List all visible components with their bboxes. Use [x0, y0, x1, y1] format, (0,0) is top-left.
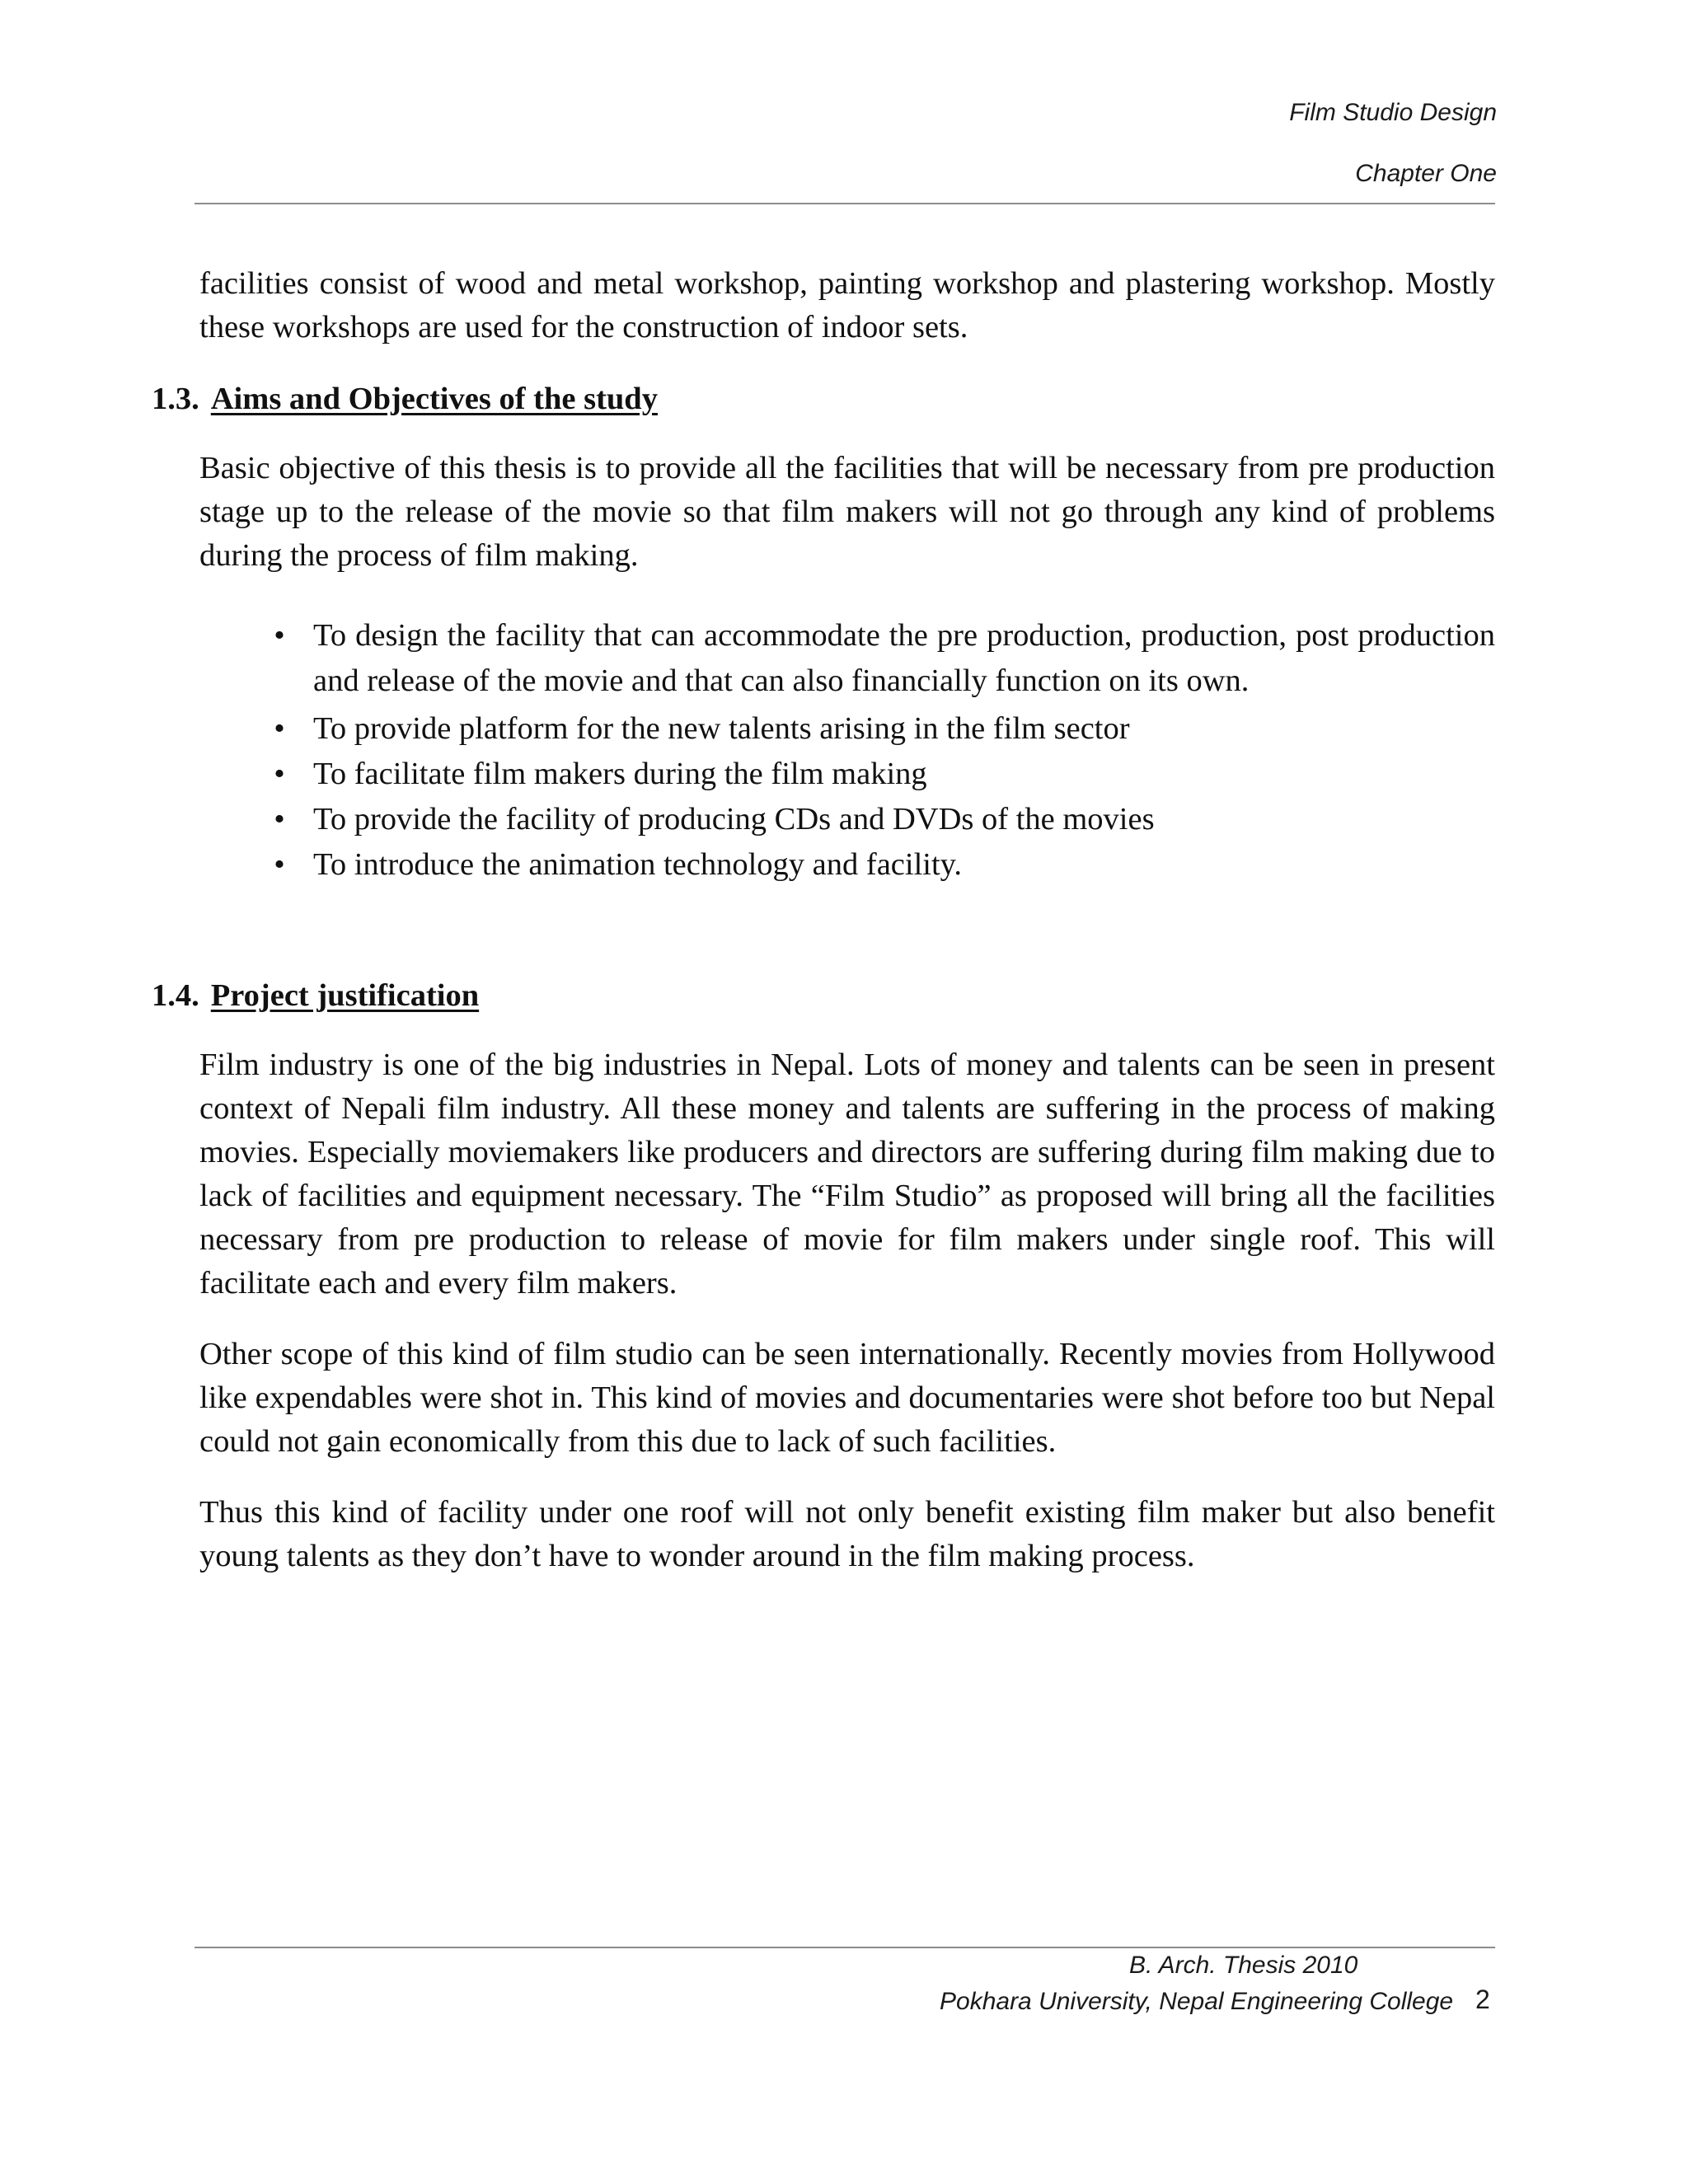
list-item [274, 752, 1495, 797]
bullet-icon: • [274, 757, 285, 791]
list-item-text: To introduce the animation technology and facility. [313, 847, 963, 882]
section-title: Aims and Objectives of the study [210, 382, 658, 416]
list-item-text: To design the facility that can accommodate the pre production, production, post production and release of the movie and that can also financially function on its own. [313, 618, 1495, 698]
footer-university-line: Pokhara University, Nepal Engineering College [940, 1988, 1454, 2015]
list-item [274, 842, 1495, 888]
footer-thesis-line: B. Arch. Thesis 2010 [1129, 1952, 1358, 1979]
section-number: 1.4. [152, 978, 199, 1013]
section-heading-aims [152, 377, 658, 421]
list-item-text: To provide platform for the new talents arising in the film sector [313, 711, 1130, 746]
list-item-text: To facilitate film makers during the film making [313, 757, 927, 791]
running-header-chapter: Chapter One [1355, 160, 1497, 187]
justification-paragraph-3: Thus this kind of facility under one roof will not only benefit existing film maker but also benefit young talents as they don’t have to wonder around in the film making process. [199, 1495, 1495, 1573]
bullet-icon: • [274, 618, 285, 653]
intro-paragraph: facilities consist of wood and metal workshop, painting workshop and plastering workshop. Mostly these workshops are used for the construction of indoor sets. [199, 266, 1495, 344]
running-header-title: Film Studio Design [1289, 99, 1497, 126]
list-item [274, 797, 1495, 842]
justification-paragraph-2: Other scope of this kind of film studio can be seen internationally. Recently movies from Hollywood like expendables were shot in. This kind of movies and documentaries were shot before too but Nepal could not gain economically from this due to lack of such facilities. [199, 1337, 1495, 1459]
section-title: Project justification [210, 978, 480, 1013]
list-item [274, 613, 1495, 704]
list-item-text: To provide the facility of producing CDs and DVDs of the movies [313, 802, 1155, 837]
footer-divider [195, 1947, 1495, 1948]
header-divider [195, 203, 1495, 204]
justification-paragraph-1: Film industry is one of the big industries in Nepal. Lots of money and talents can be seen in present context of Nepali film industry. All these money and talents are suffering in the process of making movies. Especially moviemakers like producers and directors are suffering during film making due to lack of facilities and equipment necessary. The “Film Studio” as proposed will bring all the facilities necessary from pre production to release of movie for film makers under single roof. This will facilitate each and every film makers. [199, 1047, 1495, 1301]
page-number: 2 [1475, 1985, 1490, 2014]
section-number: 1.3. [152, 382, 199, 416]
list-item [274, 706, 1495, 752]
section-heading-justification [152, 974, 479, 1018]
objectives-list [274, 613, 1495, 888]
bullet-icon: • [274, 802, 285, 837]
bullet-icon: • [274, 847, 285, 882]
bullet-icon: • [274, 711, 285, 746]
aims-paragraph: Basic objective of this thesis is to provide all the facilities that will be necessary from pre production stage up to the release of the movie so that film makers will not go through any kind of problems during the process of film making. [199, 451, 1495, 573]
